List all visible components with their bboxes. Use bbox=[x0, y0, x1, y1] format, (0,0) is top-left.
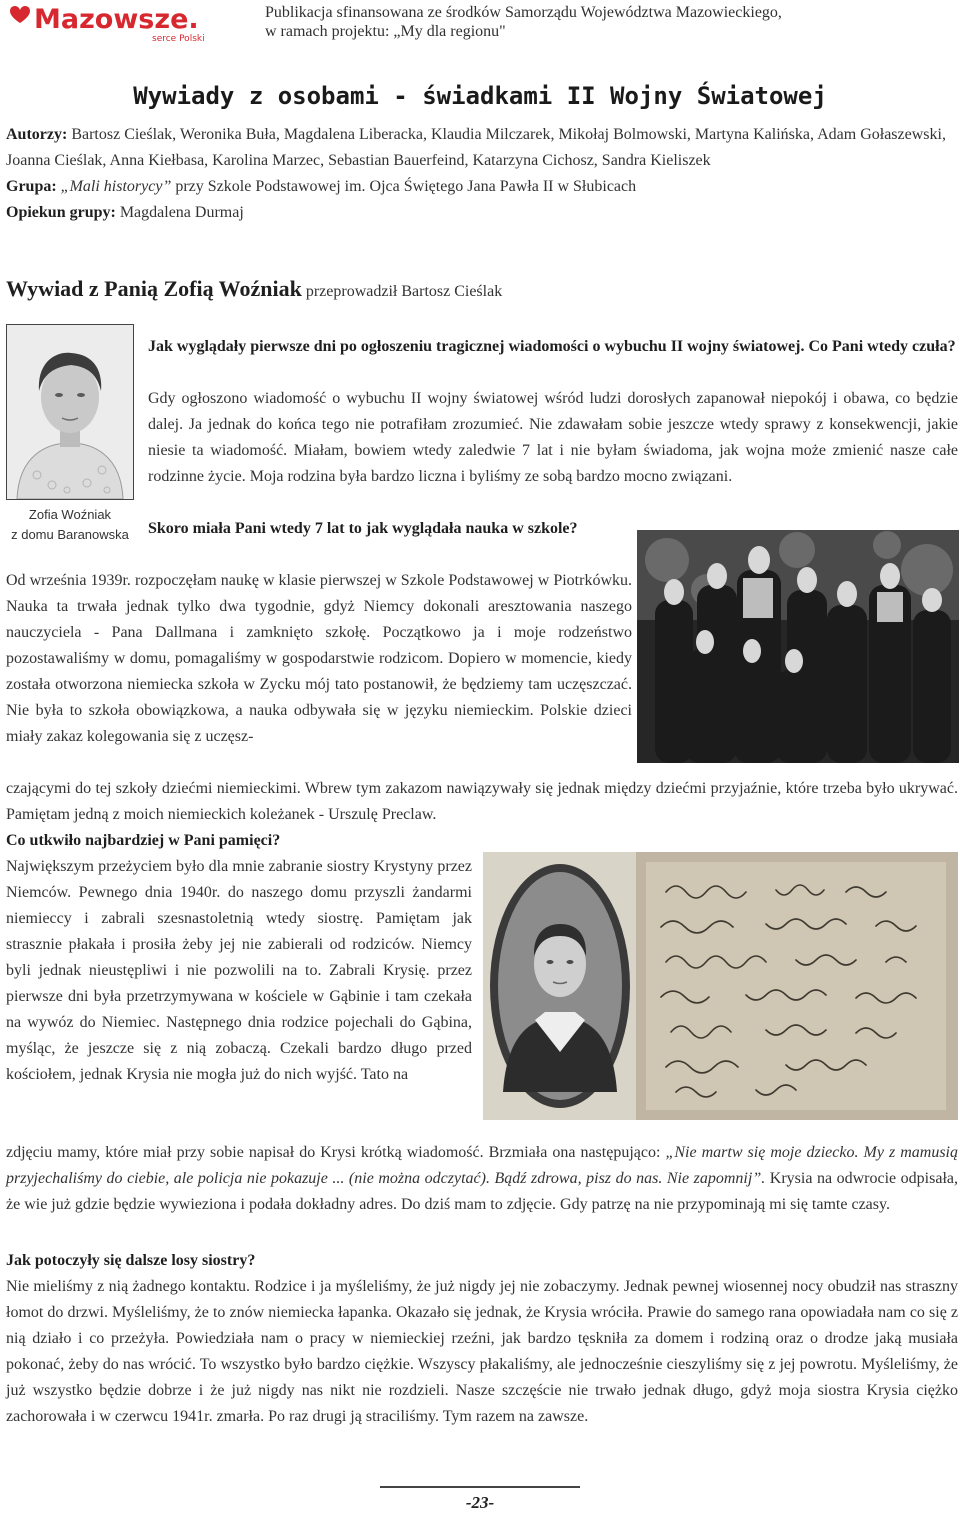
interview-author: przeprowadził Bartosz Cieślak bbox=[305, 283, 503, 300]
logo-wordmark: Mazowsze. bbox=[34, 4, 199, 35]
footer-rule bbox=[380, 1486, 580, 1488]
question-4: Jak potoczyły się dalsze losy siostry? bbox=[6, 1252, 256, 1269]
mother-portrait-photo bbox=[483, 852, 637, 1120]
answer-4: Nie mieliśmy z nią żadnego kontaktu. Rodzice i ja myśleliśmy, że już nigdy jej nie zobaczymy. Jednak pewnej wiosennej nocy obudził nas straszny łomot do drzwi. Myśleliśmy, że to znów niemiecka łapanka. Okazało się jednak, że Krysia wróciła. Prawie do samego rana opowiadała nam co się z nią działo i co przeżyła. Powiedziała nam o pracy w niemieckiej rzeźni, jak bardzo tęskniła za domem i rodziną oraz o drodze jaką musiała pokonać, żeby do nas wrócić. To wszystko było bardzo ciężkie. Wszyscy płakaliśmy, ale jednocześnie cieszyliśmy się z jej powrotu. Myśleliśmy, że już wszystko będzie dobrze i że już nigdy nas nikt nie rozdzieli. Nasze szczęście nie trwało jednak długo, gdyż moja siostra Krysia ciężko zachorowała i w czerwcu 1941r. zmarła. Po raz drugi ją straciliśmy. Tym razem na zawsze. bbox=[6, 1278, 958, 1425]
credits-block bbox=[6, 122, 956, 226]
question-1: Jak wyglądały pierwsze dni po ogłoszeniu tragicznej wiadomości o wybuchu II wojny światowej. Co Pani wtedy czuła? bbox=[148, 338, 956, 355]
answer-3-part-2 bbox=[6, 1140, 958, 1218]
photo-reverse-handwriting bbox=[636, 852, 958, 1120]
group-line bbox=[6, 174, 956, 200]
group-school: przy Szkole Podstawowej im. Ojca Świętego Jana Pawła II w Słubicach bbox=[175, 178, 637, 195]
question-2: Skoro miała Pani wtedy 7 lat to jak wyglądała nauka w szkole? bbox=[148, 520, 578, 537]
answer-2-part-2: czającymi do tej szkoły dziećmi niemieckimi. Wbrew tym zakazom nawiązywały się jednak między dziećmi przyjaźnie, które trzeba było ukrywać. Pamiętam jedną z moich niemieckich koleżanek - Urszulę Preclaw. bbox=[6, 780, 958, 823]
supervisor-label: Opiekun grupy: bbox=[6, 204, 116, 221]
funding-line-2: w ramach projektu: „My dla regionu" bbox=[265, 23, 506, 40]
answer-3-intro: zdjęciu mamy, które miał przy sobie napisał do Krysi krótką wiadomość. Brzmiała ona następująco: bbox=[6, 1144, 666, 1161]
page-number: -23- bbox=[465, 1493, 495, 1512]
funding-line-1: Publikacja sfinansowana ze środków Samorządu Województwa Mazowieckiego, bbox=[265, 4, 782, 21]
group-label: Grupa: bbox=[6, 178, 57, 195]
answer-3-ending: Krysia na odwrocie odpisała, że wie już gdzie będzie wywieziona i podała dokładny adres. Do dziś mam to zdjęcie. Gdy patrzę na nie przypominają mi się tamte czasy. bbox=[6, 1170, 959, 1213]
authors-label: Autorzy: bbox=[6, 126, 68, 143]
interview-title: Wywiad z Panią Zofią Woźniak bbox=[6, 276, 302, 301]
question-3: Co utkwiło najbardziej w Pani pamięci? bbox=[6, 832, 281, 849]
father-message-quote: „Nie martw się moje dziecko. My z mamusią przyjechaliśmy do ciebie, ale policja nie pokazuje ... (nie można odczytać). Bądź zdrowa, pisz do nas. Nie zapomnij”. bbox=[6, 1144, 959, 1187]
supervisor-name: Magdalena Durmaj bbox=[119, 204, 244, 221]
authors-line bbox=[6, 122, 956, 174]
funding-note bbox=[265, 3, 905, 41]
authors-list: Bartosz Cieślak, Weronika Buła, Magdalena Liberacka, Klaudia Milczarek, Mikołaj Bolmowski, Martyna Kalińska, Adam Gołaszewski, Joanna Cieślak, Anna Kiełbasa, Karolina Marzec, Sebastian Bauerfeind, Katarzyna Cichosz, Sandra Kieliszek bbox=[6, 126, 946, 169]
answer-2-part-1: Od września 1939r. rozpoczęłam naukę w klasie pierwszej w Szkole Podstawowej w Piotrkówku. Nauka ta trwała jednak tylko dwa tygodnie, gdyż Niemcy dokonali aresztowania naszego nauczyciela - Pana Dallmana i zamknięto szkołę. Początkowo ja i moje rodzeństwo pozostawaliśmy w domu, pomagaliśmy w gospodarstwie rodzicom. Dopiero w momencie, kiedy została otworzona niemiecka szkoła w Zycku mój tato postanowił, że będziemy tam uczęszczać. Nie była to szkoła obowiązkowa, a nauka odbywała się w języku niemieckim. Polskie dzieci miały zakaz kolegowania się z uczęsz- bbox=[6, 572, 632, 745]
document-title: Wywiady z osobami - świadkami II Wojny Światowej bbox=[133, 82, 827, 110]
caption-name: Zofia Woźniak bbox=[28, 507, 112, 522]
mazowsze-logo bbox=[4, 2, 224, 44]
answer-1: Gdy ogłoszono wiadomość o wybuchu II wojny światowej wśród ludzi dorosłych zapanował niepokój i obawa, co będzie dalej. Ja jednak do końca tego nie potrafiłam zrozumieć. Nie zdawałam sobie jeszcze wtedy sprawy z konsekwencji, jakie niesie ta wiadomość. Miałam, bowiem wtedy zaledwie 7 lat i nie byłam świadoma, jak wojna może zmienić nasze całe rodzinne życie. Moja rodzina była bardzo liczna i byliśmy ze sobą bardzo mocno związani. bbox=[148, 390, 958, 485]
answer-3-part-1: Największym przeżyciem było dla mnie zabranie siostry Krystyny przez Niemców. Pewnego dnia 1940r. do naszego domu przyszli żandarmi niemieccy i zabrali szesnastoletnią wtedy siostrę. Pamiętam jak strasznie płakała i prosiła żeby jej nie zabierali od rodziców. Niemcy byli jednak nieustępliwi i nie pozwolili na to. Zabrali Krysię. przez pierwsze dni była przetrzymywana w kościele w Gąbinie i tam czekała na wywóz do Niemiec. Następnego dnia rodzice pojechali do Gąbina, myśląc, że jeszcze się z nią zobaczą. Czekali bardzo długo przed kościołem, jednak Krysia nie mogła już do nich wyjść. Tato na bbox=[6, 858, 472, 1083]
portrait-caption bbox=[2, 505, 138, 545]
family-group-photo bbox=[637, 530, 959, 763]
group-name: „Mali historycy” bbox=[60, 178, 172, 195]
interview-heading bbox=[6, 276, 956, 302]
portrait-photo-zofia bbox=[6, 324, 134, 500]
caption-maiden-name: z domu Baranowska bbox=[11, 527, 129, 542]
supervisor-line bbox=[6, 200, 956, 226]
logo-tagline: serce Polski bbox=[152, 34, 205, 44]
